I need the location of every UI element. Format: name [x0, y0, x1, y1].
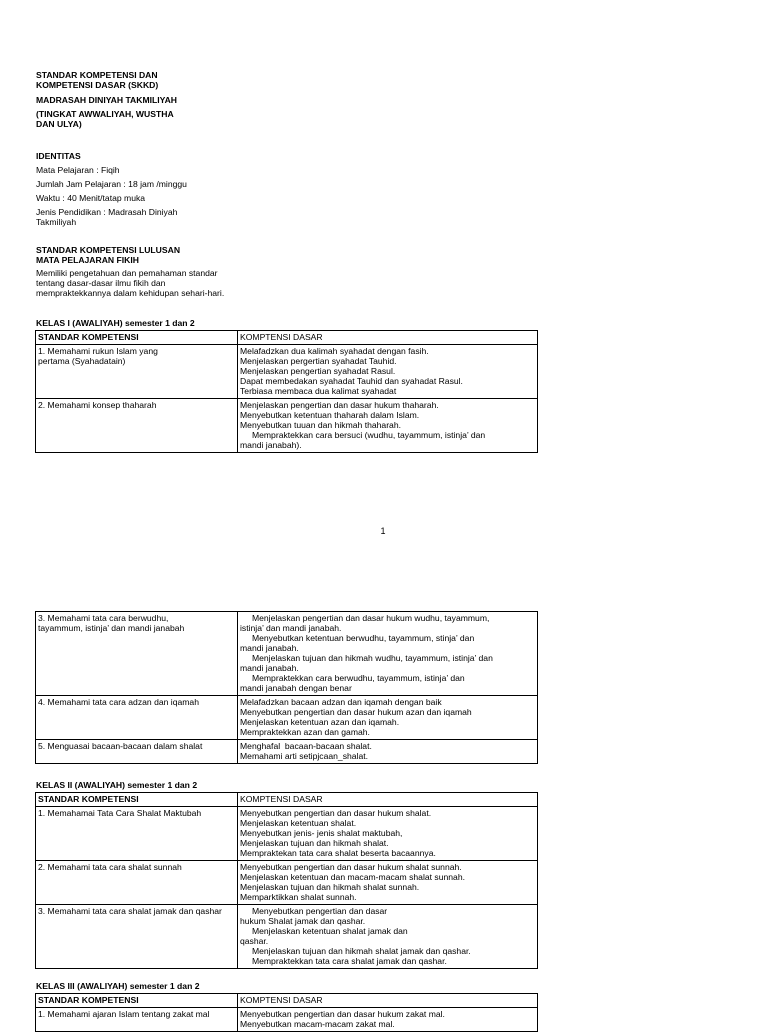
sk-line: 2. Memahami tata cara shalat sunnah	[38, 862, 182, 872]
kd-line: istinja’ dan mandi janabah.	[240, 623, 342, 633]
page-2	[0, 580, 768, 1029]
kd-line: mandi janabah.	[240, 663, 299, 673]
table-row	[36, 612, 538, 696]
kd-line: Menjelaskan pergertian syahadat Tauhid.	[240, 356, 397, 366]
kd-line: Menyebutkan ketentuan thaharah dalam Islam.	[240, 410, 420, 420]
header-sk: STANDAR KOMPETENSI	[36, 331, 238, 345]
standar-kompetensi-cell	[36, 1008, 238, 1032]
sk-line: 5. Menguasai bacaan-bacaan dalam shalat	[38, 741, 203, 751]
table-header-row	[36, 793, 538, 807]
header-sk: STANDAR KOMPETENSI	[36, 994, 238, 1008]
kd-line: Mempraktekkan azan dan gamah.	[240, 727, 370, 737]
title-line: STANDAR KOMPETENSI DAN	[36, 70, 158, 80]
sk-line: 3. Memahami tata cara berwudhu,	[38, 613, 169, 623]
table-header-row	[36, 331, 538, 345]
kompetensi-dasar-cell	[238, 612, 538, 696]
kd-line: Menyebutkan pengertian dan dasar hukum shalat.	[240, 808, 432, 818]
table-header-row	[36, 994, 538, 1008]
table-row	[36, 345, 538, 399]
sk-line: tayammum, istinja’ dan mandi janabah	[38, 623, 185, 633]
kd-line: Menjelaskan tujuan dan hikmah shalat jamak dan qashar.	[240, 946, 471, 956]
kd-line: mandi janabah).	[240, 440, 302, 450]
kelas1-table	[35, 330, 538, 453]
kd-line: Menyebutkan pengertian dan dasar	[240, 906, 388, 916]
header-kd: KOMPTENSI DASAR	[238, 793, 538, 807]
level-line: DAN ULYA)	[36, 119, 82, 129]
standar-kompetensi-cell	[36, 905, 238, 969]
sk-line: 2. Memahami konsep thaharah	[38, 400, 157, 410]
kelas1-cont-table	[35, 611, 538, 764]
skl-heading	[36, 245, 236, 265]
sk-line: 1. Memahami rukun Islam yang	[38, 346, 158, 356]
kd-line: Memahami arti setipjcaan_shalat.	[240, 751, 369, 761]
jenis-line: Takmiliyah	[36, 217, 77, 227]
identitas-waktu: Waktu : 40 Menit/tatap muka	[36, 193, 146, 203]
sk-line: pertama (Syahadatain)	[38, 356, 126, 366]
doc-subtitle	[36, 95, 236, 105]
kelas2-table	[35, 792, 538, 969]
skl-heading-line: STANDAR KOMPETENSI LULUSAN	[36, 245, 181, 255]
kd-line: Terbiasa membaca dua kalimat syahadat	[240, 386, 397, 396]
doc-title	[36, 70, 236, 90]
skl-text-line: mempraktekkannya dalam kehidupan sehari-hari.	[36, 288, 225, 298]
kd-line: Menjelaskan ketentuan dan macam-macam shalat sunnah.	[240, 872, 465, 882]
table-row	[36, 905, 538, 969]
kd-line: Menjelaskan tujuan dan hikmah shalat.	[240, 838, 389, 848]
kompetensi-dasar-cell	[238, 399, 538, 453]
kelas3-heading: KELAS III (AWALIYAH) semester 1 dan 2	[36, 981, 200, 991]
kd-line: Menyebutkan pengertian dan dasar hukum zakat mal.	[240, 1009, 445, 1019]
kompetensi-dasar-cell	[238, 696, 538, 740]
identitas-jenis	[36, 207, 256, 227]
table-row	[36, 740, 538, 764]
header-kd: KOMPTENSI DASAR	[238, 331, 538, 345]
standar-kompetensi-cell	[36, 861, 238, 905]
page-number: 1	[380, 526, 386, 536]
kd-line: Menjelaskan ketentuan shalat jamak dan	[240, 926, 408, 936]
sk-line: 1. Memahami ajaran Islam tentang zakat mal	[38, 1009, 210, 1019]
kd-line: Menjelaskan ketentuan azan dan iqamah.	[240, 717, 400, 727]
kd-line: Menjelaskan ketentuan shalat.	[240, 818, 357, 828]
level-line: (TINGKAT AWWALIYAH, WUSTHA	[36, 109, 174, 119]
table-row	[36, 399, 538, 453]
kd-line: Menyebutkan jenis- jenis shalat maktubah,	[240, 828, 403, 838]
subtitle-line: MADRASAH DINIYAH TAKMILIYAH	[36, 95, 178, 105]
kd-line: Menyebutkan tuuan dan hikmah thaharah.	[240, 420, 402, 430]
standar-kompetensi-cell	[36, 345, 238, 399]
kd-line: Melafadzkan dua kalimah syahadat dengan fasih.	[240, 346, 429, 356]
kd-line: Menyebutkan ketentuan berwudhu, tayammum, stinja’ dan	[240, 633, 475, 643]
identitas-mapel: Mata Pelajaran : Fiqih	[36, 165, 120, 175]
kompetensi-dasar-cell	[238, 345, 538, 399]
skl-text-line: tentang dasar-dasar ilmu fikih dan	[36, 278, 166, 288]
kd-line: Menghafal bacaan-bacaan shalat.	[240, 741, 372, 751]
kd-line: Menyebutkan pengertian dan dasar hukum shalat sunnah.	[240, 862, 462, 872]
skl-text-line: Memiliki pengetahuan dan pemahaman standar	[36, 268, 218, 278]
kompetensi-dasar-cell	[238, 861, 538, 905]
kd-line: Menjelaskan tujuan dan hikmah shalat sunnah.	[240, 882, 420, 892]
sk-line: 3. Memahami tata cara shalat jamak dan qashar	[38, 906, 222, 916]
identitas-jam: Jumlah Jam Pelajaran : 18 jam /minggu	[36, 179, 187, 189]
kd-line: Mempraktekan tata cara shalat beserta bacaannya.	[240, 848, 436, 858]
kd-line: Melafadzkan bacaan adzan dan iqamah dengan baik	[240, 697, 442, 707]
header-sk: STANDAR KOMPETENSI	[36, 793, 238, 807]
kd-line: Dapat membedakan syahadat Tauhid dan syahadat Rasul.	[240, 376, 463, 386]
kompetensi-dasar-cell	[238, 807, 538, 861]
sk-line: 4. Memahami tata cara adzan dan iqamah	[38, 697, 199, 707]
skl-text	[36, 268, 256, 298]
kd-line: Menjelaskan tujuan dan hikmah wudhu, tayammum, istinja’ dan	[240, 653, 493, 663]
kompetensi-dasar-cell	[238, 740, 538, 764]
standar-kompetensi-cell	[36, 740, 238, 764]
kd-line: Mempraktekkan cara berwudhu, tayammum, istinja’ dan	[240, 673, 465, 683]
kd-line: hukum Shalat jamak dan qashar.	[240, 916, 366, 926]
kd-line: Mempraktekkan tata cara shalat jamak dan qashar.	[240, 956, 447, 966]
title-line: KOMPETENSI DASAR (SKKD)	[36, 80, 159, 90]
standar-kompetensi-cell	[36, 399, 238, 453]
skl-heading-line: MATA PELAJARAN FIKIH	[36, 255, 139, 265]
jenis-line: Jenis Pendidikan : Madrasah Diniyah	[36, 207, 178, 217]
kelas2-heading: KELAS II (AWALIYAH) semester 1 dan 2	[36, 780, 198, 790]
kd-line: Mempraktekkan cara bersuci (wudhu, tayammum, istinja’ dan	[240, 430, 486, 440]
kd-line: Memparktikkan shalat sunnah.	[240, 892, 357, 902]
kompetensi-dasar-cell	[238, 1008, 538, 1032]
header-kd: KOMPTENSI DASAR	[238, 994, 538, 1008]
kd-line: Menjelaskan pengertian syahadat Rasul.	[240, 366, 396, 376]
sk-line: 1. Memahamai Tata Cara Shalat Maktubah	[38, 808, 202, 818]
kelas3-table	[35, 993, 538, 1032]
table-row	[36, 1008, 538, 1032]
kd-line: mandi janabah dengan benar	[240, 683, 352, 693]
identitas-heading: IDENTITAS	[36, 151, 81, 161]
doc-level	[36, 109, 236, 129]
kelas1-heading: KELAS I (AWALIYAH) semester 1 dan 2	[36, 318, 195, 328]
table-row	[36, 696, 538, 740]
page-separator	[0, 560, 768, 580]
table-row	[36, 807, 538, 861]
kd-line: qashar.	[240, 936, 269, 946]
standar-kompetensi-cell	[36, 612, 238, 696]
kd-line: Menyebutkan macam-macam zakat mal.	[240, 1019, 395, 1029]
kd-line: mandi janabah.	[240, 643, 299, 653]
kompetensi-dasar-cell	[238, 905, 538, 969]
kd-line: Menjelaskan pengertian dan dasar hukum thaharah.	[240, 400, 439, 410]
kd-line: Menyebutkan pengertian dan dasar hukum azan dan iqamah	[240, 707, 472, 717]
table-row	[36, 861, 538, 905]
kd-line: Menjelaskan pengertian dan dasar hukum wudhu, tayammum,	[240, 613, 490, 623]
standar-kompetensi-cell	[36, 807, 238, 861]
standar-kompetensi-cell	[36, 696, 238, 740]
